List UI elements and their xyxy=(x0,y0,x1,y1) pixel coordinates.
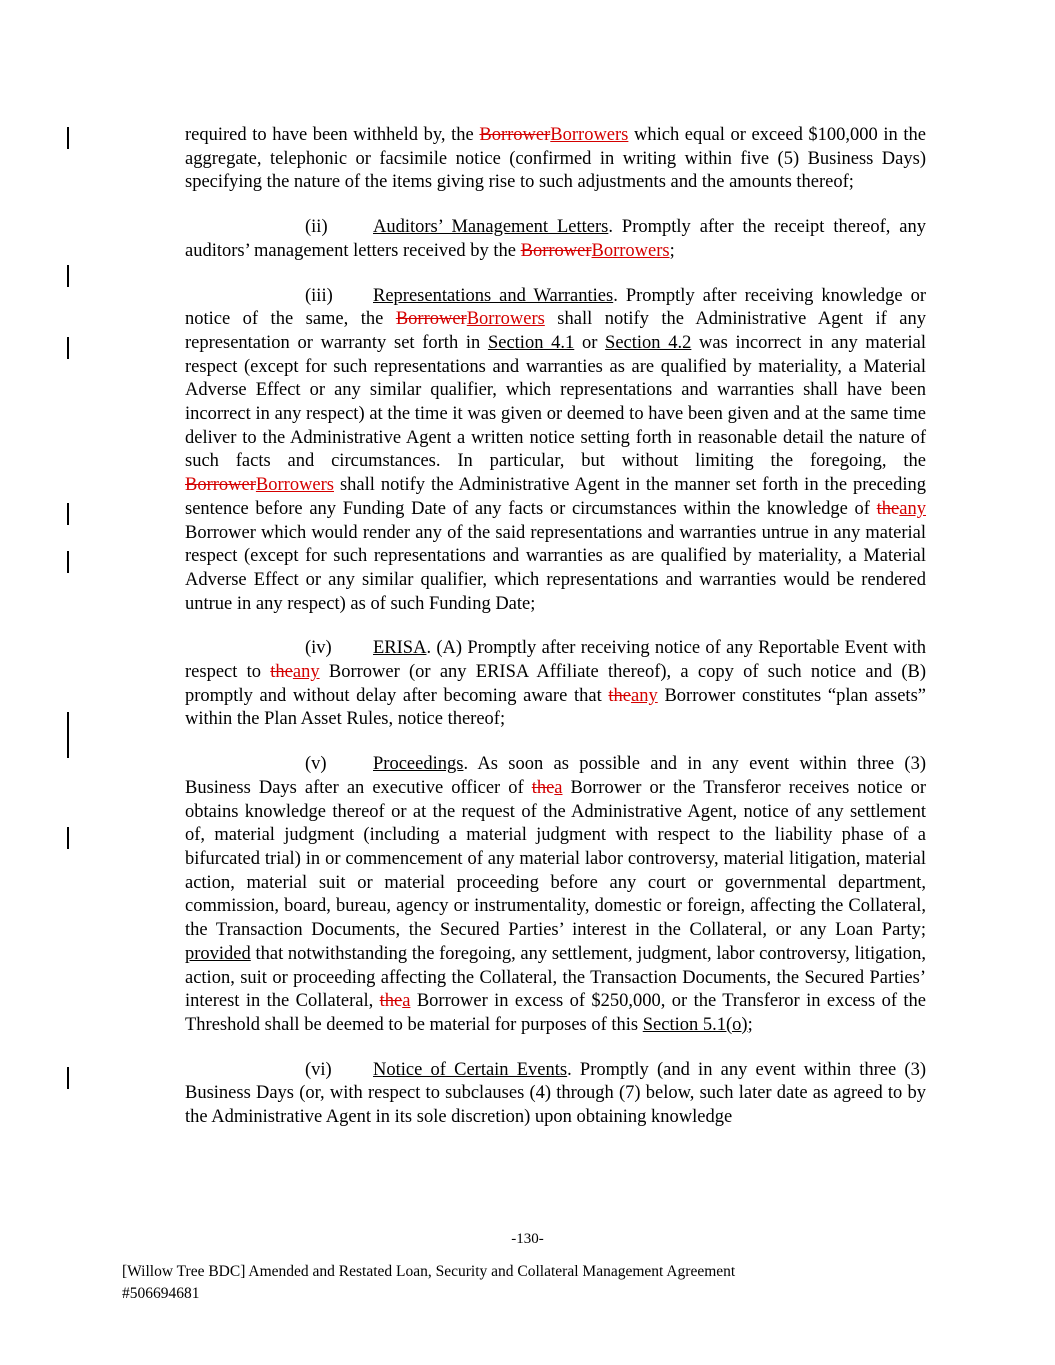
paragraph xyxy=(185,216,931,263)
paragraph xyxy=(185,285,931,617)
change-bar xyxy=(67,337,69,359)
document-footer xyxy=(122,1261,902,1305)
redline-insertion: any xyxy=(292,662,320,683)
clause-number: (iv) xyxy=(305,638,332,659)
clause-number: (vi) xyxy=(305,1059,332,1080)
text-run: shall notify the Administrative Agent if any representation or warranty set forth in xyxy=(185,309,931,353)
redline-deletion: the xyxy=(608,685,632,706)
redline-deletion: the xyxy=(270,662,293,683)
clause-number: (v) xyxy=(305,754,327,775)
change-bar xyxy=(67,551,69,573)
redline-insertion: a xyxy=(402,991,411,1012)
underlined-text: Representations and Warranties xyxy=(373,285,614,306)
redline-deletion: Borrower xyxy=(185,475,256,496)
text-run: . Promptly after the receipt thereof, any auditors’ management letters received by the xyxy=(185,217,931,261)
text-run: or xyxy=(574,332,606,353)
page-number: -130- xyxy=(511,1231,544,1247)
text-run: Borrower constitutes “plan assets” within the Plan Asset Rules, notice thereof; xyxy=(185,685,931,730)
text-run: Borrower which would render any of the said representations and warranties untrue in any material respect (except for such representations and warranties as are qualified by materiality, a Material Adverse Effect or any similar qualifier, which representations and warranties would be rendered untrue in any respect) as of such Funding Date; xyxy=(185,498,931,614)
redline-deletion: the xyxy=(531,777,555,798)
change-bar xyxy=(67,265,69,287)
text-run: . As soon as possible and in any event within three (3) Business Days after an executive officer of xyxy=(185,754,931,798)
redline-deletion: the xyxy=(379,991,403,1012)
paragraph xyxy=(185,753,931,1037)
clause-number: (ii) xyxy=(305,217,328,238)
underlined-text: Section 5.1(o) xyxy=(642,1014,748,1035)
change-bar xyxy=(67,127,69,149)
change-bar xyxy=(67,712,69,758)
text-run: . Promptly after receiving knowledge or notice of the same, the xyxy=(185,285,931,330)
text-run: ; xyxy=(747,1014,753,1035)
underlined-text: Auditors’ Management Letters xyxy=(373,217,609,238)
redline-deletion: the xyxy=(876,498,900,519)
document-body xyxy=(185,124,931,1151)
redline-insertion: Borrowers xyxy=(255,475,334,496)
text-run: required to have been withheld by, the xyxy=(185,125,480,145)
text-run: Borrower in excess of $250,000, or the Transferor in excess of the Threshold shall be deemed to be material for purposes of this xyxy=(185,991,931,1035)
change-bar xyxy=(67,1067,69,1089)
underlined-text: Notice of Certain Events xyxy=(373,1059,568,1080)
underlined-text: Section 4.1 xyxy=(487,332,575,353)
change-bar xyxy=(67,827,69,849)
redline-deletion: Borrower xyxy=(520,240,592,261)
clause-number: (iii) xyxy=(305,285,333,306)
footer-line-1: [Willow Tree BDC] Amended and Restated Loan, Security and Collateral Management Agreement xyxy=(122,1263,736,1280)
footer-line-2: #506694681 xyxy=(122,1285,200,1302)
text-run: . Promptly (and in any event within three (3) Business Days (or, with respect to subclauses (4) through (7) below, such later date as agreed to by the Administrative Agent in its sole discretion) upon obtaining knowledge xyxy=(185,1059,931,1128)
redline-deletion: Borrower xyxy=(479,125,551,145)
underlined-text: ERISA xyxy=(373,638,427,659)
redline-insertion: Borrowers xyxy=(550,125,629,145)
underlined-text: Section 4.2 xyxy=(605,332,692,353)
redline-insertion: a xyxy=(554,777,563,798)
text-run: Borrower or the Transferor receives notice or obtains knowledge thereof or at the request of the Administrative Agent, notice of any settlement of, material judgment (including a material judgment with respect to the liability phase of a bifurcated trial) in or commencement of any material labor controversy, material litigation, material action, material suit or material proceeding before any court or governmental department, commission, board, bureau, agency or instrumentality, domestic or foreign, affecting the Collateral, the Transaction Documents, the Secured Parties’ interest in the Collateral, or any Loan Party; xyxy=(185,777,931,941)
text-run: Borrower (or any ERISA Affiliate thereof), a copy of such notice and (B) promptly and without delay after becoming aware that xyxy=(185,662,931,706)
redline-insertion: Borrowers xyxy=(591,240,670,261)
text-run: . (A) Promptly after receiving notice of any Reportable Event with respect to xyxy=(185,638,931,683)
paragraph xyxy=(185,637,931,732)
redline-insertion: any xyxy=(631,685,658,706)
change-bar xyxy=(67,503,69,525)
underlined-text: Proceedings xyxy=(373,754,464,775)
text-run: was incorrect in any material respect (except for such representations and warranties as are qualified by materiality, a Material Adverse Effect or any similar qualifier, which representations and warranties shall have been incorrect in any respect) at the time it was given or deemed to have been given and at the same time deliver to the Administrative Agent a written notice setting forth in reasonable detail the nature of such facts and circumstances. In particular, but without limiting the foregoing, the xyxy=(185,332,931,472)
text-run: shall notify the Administrative Agent in the manner set forth in the preceding sentence before any Funding Date of any facts or circumstances within the knowledge of xyxy=(185,475,931,519)
underlined-text: provided xyxy=(185,943,251,964)
text-run: that notwithstanding the foregoing, any settlement, judgment, labor controversy, litigation, action, suit or proceeding affecting the Collateral, the Transaction Documents, the Secured Parties’ interest in the Collateral, xyxy=(185,943,931,1012)
paragraph xyxy=(185,124,931,195)
paragraph xyxy=(185,1059,931,1130)
redline-insertion: Borrowers xyxy=(466,309,545,330)
text-run: ; xyxy=(669,240,675,261)
redline-deletion: Borrower xyxy=(395,309,467,330)
redline-insertion: any xyxy=(899,498,926,519)
text-run: which equal or exceed $100,000 in the aggregate, telephonic or facsimile notice (confirmed in writing within five (5) Business Days) specifying the nature of the items giving rise to such adjustments and the amounts thereof; xyxy=(185,125,931,193)
